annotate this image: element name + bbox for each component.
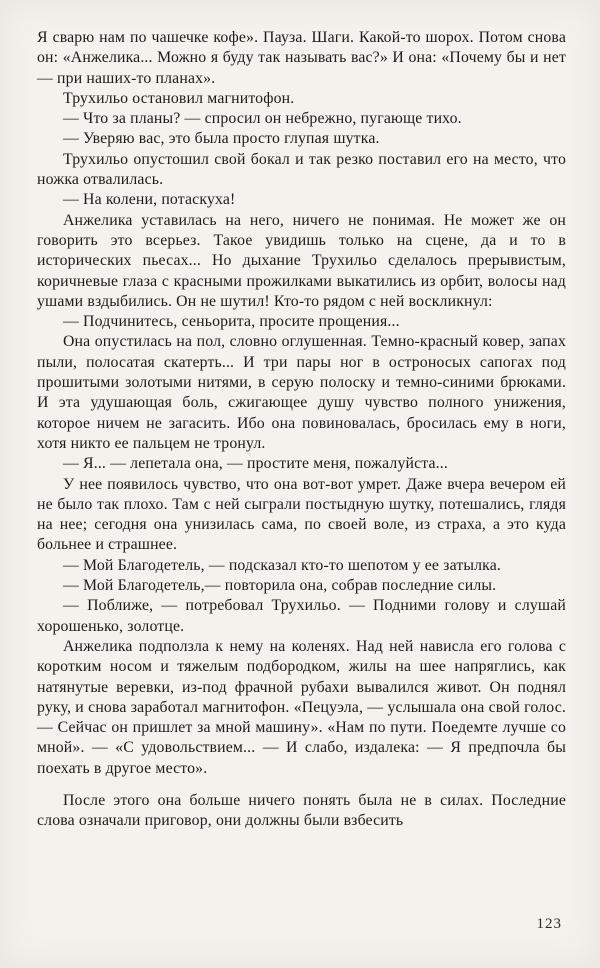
- paragraph: — Подчинитесь, сеньорита, просите прощения...: [63, 313, 400, 331]
- paragraph: У нее появилось чувство, что она вот-вот умрет. Даже вчера вечером ей не было так плохо. Там с ней сыграли постыдную шутку, потешались, глядя на нее; сегодня она унизилась сама, по своей воле, из страха, а это куда больнее и страшнее.: [37, 475, 566, 554]
- paragraph: — Мой Благодетель,— повторила она, собрав последние силы.: [63, 577, 497, 595]
- paragraph: Анжелика подползла к нему на коленях. Над ней нависла его голова с коротким носом и тяжелым подбородком, жилы на шее напряглись, как натянутые веревки, из-под фрачной рубахи вывалился живот. Он поднял руку, и снова заработал магнитофон. «Пецуэла, — услышала она свой голос. — Сейчас он пришлет за мной машину». «Нам по пути. Поедемте лучше со мной». — «С удовольствием... — И слабо, издалека: — Я предпочла бы поехать в другое место».: [37, 637, 566, 777]
- paragraph: Я сварю нам по чашечке кофе». Пауза. Шаги. Какой-то шорох. Потом снова он: «Анжелика... Можно я буду так называть вас?» И она: «Почему бы и нет — при наших-то планах».: [37, 29, 566, 87]
- paragraph: Трухильо остановил магнитофон.: [63, 89, 295, 107]
- paragraph: Трухильо опустошил свой бокал и так резко поставил его на место, что ножка отвалилась.: [37, 150, 566, 189]
- page-text: [37, 28, 566, 832]
- paragraph: Она опустилась на пол, словно оглушенная. Темно-красный ковер, запах пыли, полосатая скатерть... И три пары ног в остроносых сапогах под прошитыми золотыми нитями, в серую полоску и темно-синими брюками. И эта удушающая боль, сжигающее душу чувство полного унижения, которое ничем не загасить. Ибо она повиновалась, бросилась ему в ноги, хотя никто ее пальцем не тронул.: [37, 333, 566, 452]
- paragraph: После этого она больше ничего понять была не в силах. Последние слова означали приговор, они должны были взбесить: [37, 791, 566, 830]
- paragraph: — Уверяю вас, это была просто глупая шутка.: [63, 130, 380, 148]
- paragraph: — На колени, потаскуха!: [63, 191, 236, 209]
- paragraph: — Что за планы? — спросил он небрежно, пугающе тихо.: [63, 110, 462, 128]
- paragraph: — Я... — лепетала она, — простите меня, пожалуйста...: [63, 455, 448, 473]
- page-number: 123: [536, 916, 562, 932]
- paragraph: — Поближе, — потребовал Трухильо. — Подними голову и слушай хорошенько, золотце.: [37, 597, 566, 635]
- paragraph: Анжелика уставилась на него, ничего не понимая. Не может же он говорить это всерьез. Такое увидишь только на сцене, да и то в исторических пьесах... Но дыхание Трухильо сделалось прерывистым, коричневые глаза с красными прожилками выкатились из орбит, волосы над ушами вздыбились. Он не шутил! Кто-то рядом с ней воскликнул:: [37, 211, 566, 310]
- paragraph: — Мой Благодетель, — подсказал кто-то шепотом у ее затылка.: [63, 556, 502, 574]
